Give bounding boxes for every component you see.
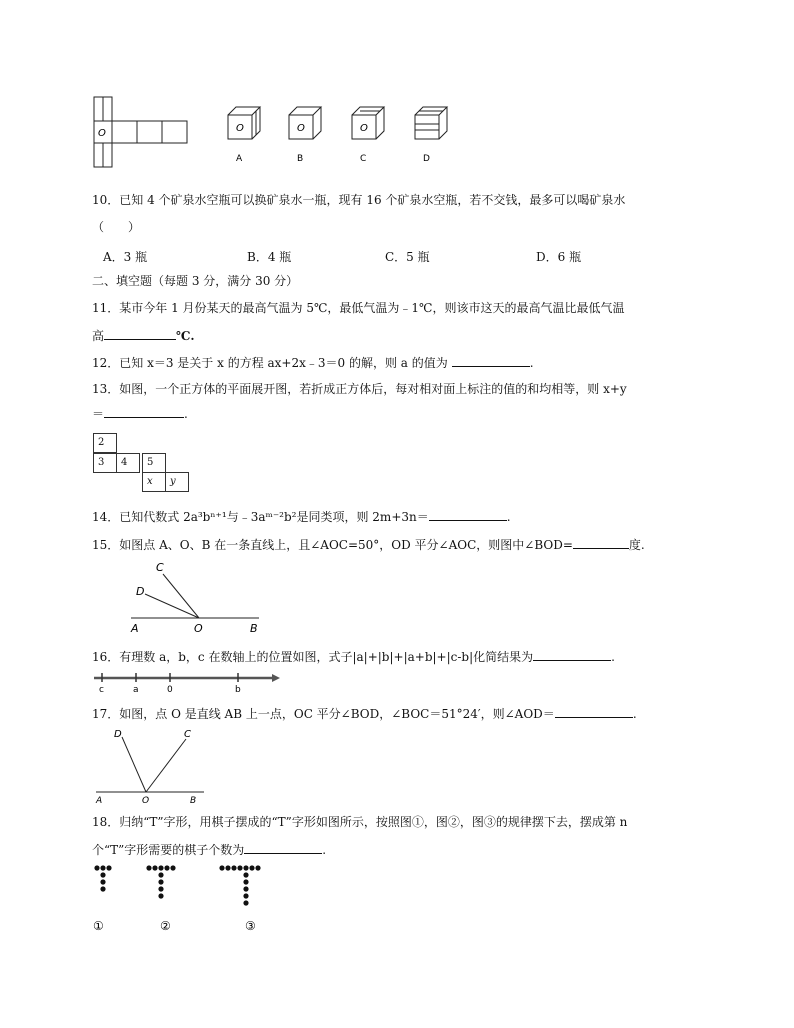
q9-option-b-cube [289, 107, 321, 139]
q10-option-d: D．6 瓶 [536, 250, 582, 264]
q16-label-a: a [133, 685, 139, 695]
q10-option-a: A．3 瓶 [103, 250, 148, 264]
q9-figure [90, 95, 470, 170]
q10-paren: （ ） [92, 220, 141, 234]
q18-label-2: ② [160, 919, 171, 933]
q18-line2-text: 个“T”字形需要的棋子个数为 [92, 843, 245, 857]
q13-suffix: . [184, 407, 188, 421]
q13-cell [142, 472, 166, 492]
q17-line [92, 705, 637, 722]
q14-suffix: . [506, 510, 511, 524]
q9-option-d-letter: D [423, 154, 430, 164]
q18-figure-3 [219, 865, 260, 905]
q12-question: 12．已知 x＝3 是关于 x 的方程 ax+2x﹣3＝0 的解，则 a 的值为 [92, 356, 448, 370]
q17-label-b: B [190, 796, 197, 806]
q18-line2 [92, 841, 326, 858]
q15-figure [125, 560, 275, 635]
q15-suffix: 度. [628, 538, 645, 552]
q17-ray-od [122, 737, 146, 792]
q16-question: 16．有理数 a，b，c 在数轴上的位置如图，式子|a|+|b|+|a+b|+|c-b|化简结果为 [92, 650, 534, 664]
q11-answer-blank[interactable] [104, 327, 176, 340]
q15-ray-oc [163, 574, 199, 618]
q18-figure-1 [94, 865, 111, 891]
q15-ray-od [145, 594, 199, 618]
q9-option-a-face: O [236, 123, 244, 134]
q13-cell-value: 3 [98, 457, 105, 468]
q9-option-c-cube [352, 107, 384, 139]
q17-label-a: A [96, 796, 103, 806]
q14-answer-blank[interactable] [429, 508, 507, 521]
q9-option-c-letter: C [360, 154, 367, 164]
q11-question: 11．某市今年 1 月份某天的最高气温为 5℃，最低气温为﹣1℃，则该市这天的最高气温比最低气温 [92, 301, 625, 315]
q15-label-d: D [136, 585, 145, 598]
q16-label-c: c [99, 685, 104, 695]
q17-ray-oc [146, 739, 186, 792]
q13-cell [116, 453, 140, 473]
q9-option-b-face: O [297, 123, 305, 134]
q13-line2 [92, 405, 188, 422]
q18-label-3: ③ [245, 919, 256, 933]
q15-question: 15．如图点 A、O、B 在一条直线上，且∠AOC=50°，OD 平分∠AOC，则图中∠BOD= [92, 538, 573, 552]
q10-question: 10．已知 4 个矿泉水空瓶可以换矿泉水一瓶，现有 16 个矿泉水空瓶，若不交钱，最多可以喝矿泉水 [92, 193, 626, 207]
q9-net-label: O [98, 128, 106, 139]
q12-suffix: . [529, 356, 534, 370]
q11-prefix: 高 [92, 329, 105, 343]
q11-line2 [92, 327, 195, 344]
q16-number-line [92, 668, 282, 696]
q13-cell-value: 5 [147, 457, 154, 468]
q17-question: 17．如图，点 O 是直线 AB 上一点，OC 平分∠BOD，∠BOC＝51°24′，则∠AOD＝ [92, 707, 555, 721]
q16-answer-blank[interactable] [533, 648, 611, 661]
q16-label-0: 0 [167, 685, 173, 695]
q15-line [92, 536, 645, 553]
q18-label-1: ① [93, 919, 104, 933]
q13-cell [93, 433, 117, 453]
q13-cell-value: y [170, 476, 176, 487]
q13-cell [142, 453, 166, 473]
q14-line [92, 508, 511, 525]
q13-cell-value: x [147, 476, 153, 487]
q15-label-b: B [250, 622, 258, 635]
q11-suffix: ℃. [176, 329, 195, 343]
q12-line [92, 354, 534, 371]
q13-cell-value: 2 [98, 437, 105, 448]
q17-suffix: . [632, 707, 637, 721]
q18-suffix: . [322, 843, 327, 857]
q18-answer-blank[interactable] [244, 841, 322, 854]
q17-label-d: D [114, 729, 122, 740]
q16-label-b: b [235, 685, 241, 695]
section-heading: 二、填空题（每题 3 分，满分 30 分） [92, 274, 299, 288]
q13-cell-value: 4 [121, 457, 128, 468]
q12-answer-blank[interactable] [452, 354, 530, 367]
q15-label-a: A [131, 622, 139, 635]
q15-answer-blank[interactable] [573, 536, 629, 549]
q10-option-c: C．5 瓶 [385, 250, 430, 264]
q9-option-a-cube [228, 107, 260, 139]
q17-figure [92, 725, 212, 807]
q16-line [92, 648, 615, 665]
q9-net [94, 97, 187, 167]
q15-label-c: C [156, 561, 164, 574]
q17-label-c: C [184, 729, 191, 740]
q9-option-c-face: O [360, 123, 368, 134]
q18-t-figures [92, 862, 282, 937]
q17-answer-blank[interactable] [555, 705, 633, 718]
q9-option-a-letter: A [236, 154, 243, 164]
q18-question: 18．归纳“T”字形，用棋子摆成的“T”字形如图所示，按照图①，图②，图③的规律摆下去，摆成第 n [92, 815, 628, 829]
q9-option-b-letter: B [297, 154, 304, 164]
q9-option-d-cube [415, 107, 447, 139]
q13-cell [165, 472, 189, 492]
q15-label-o: O [194, 622, 203, 635]
q13-cell [93, 453, 117, 473]
q13-prefix: ＝ [92, 407, 105, 421]
q10-option-b: B．4 瓶 [247, 250, 292, 264]
q13-answer-blank[interactable] [104, 405, 184, 418]
q16-suffix: . [611, 650, 615, 664]
q16-axis-arrow-icon [272, 674, 280, 682]
q13-question: 13．如图，一个正方体的平面展开图，若折成正方体后，每对相对面上标注的值的和均相等，则 x+y [92, 382, 627, 396]
q18-figure-2 [146, 865, 175, 898]
q14-question: 14．已知代数式 2a³bⁿ⁺¹与﹣3aᵐ⁻²b²是同类项，则 2m+3n＝ [92, 510, 429, 524]
q17-label-o: O [142, 796, 150, 806]
